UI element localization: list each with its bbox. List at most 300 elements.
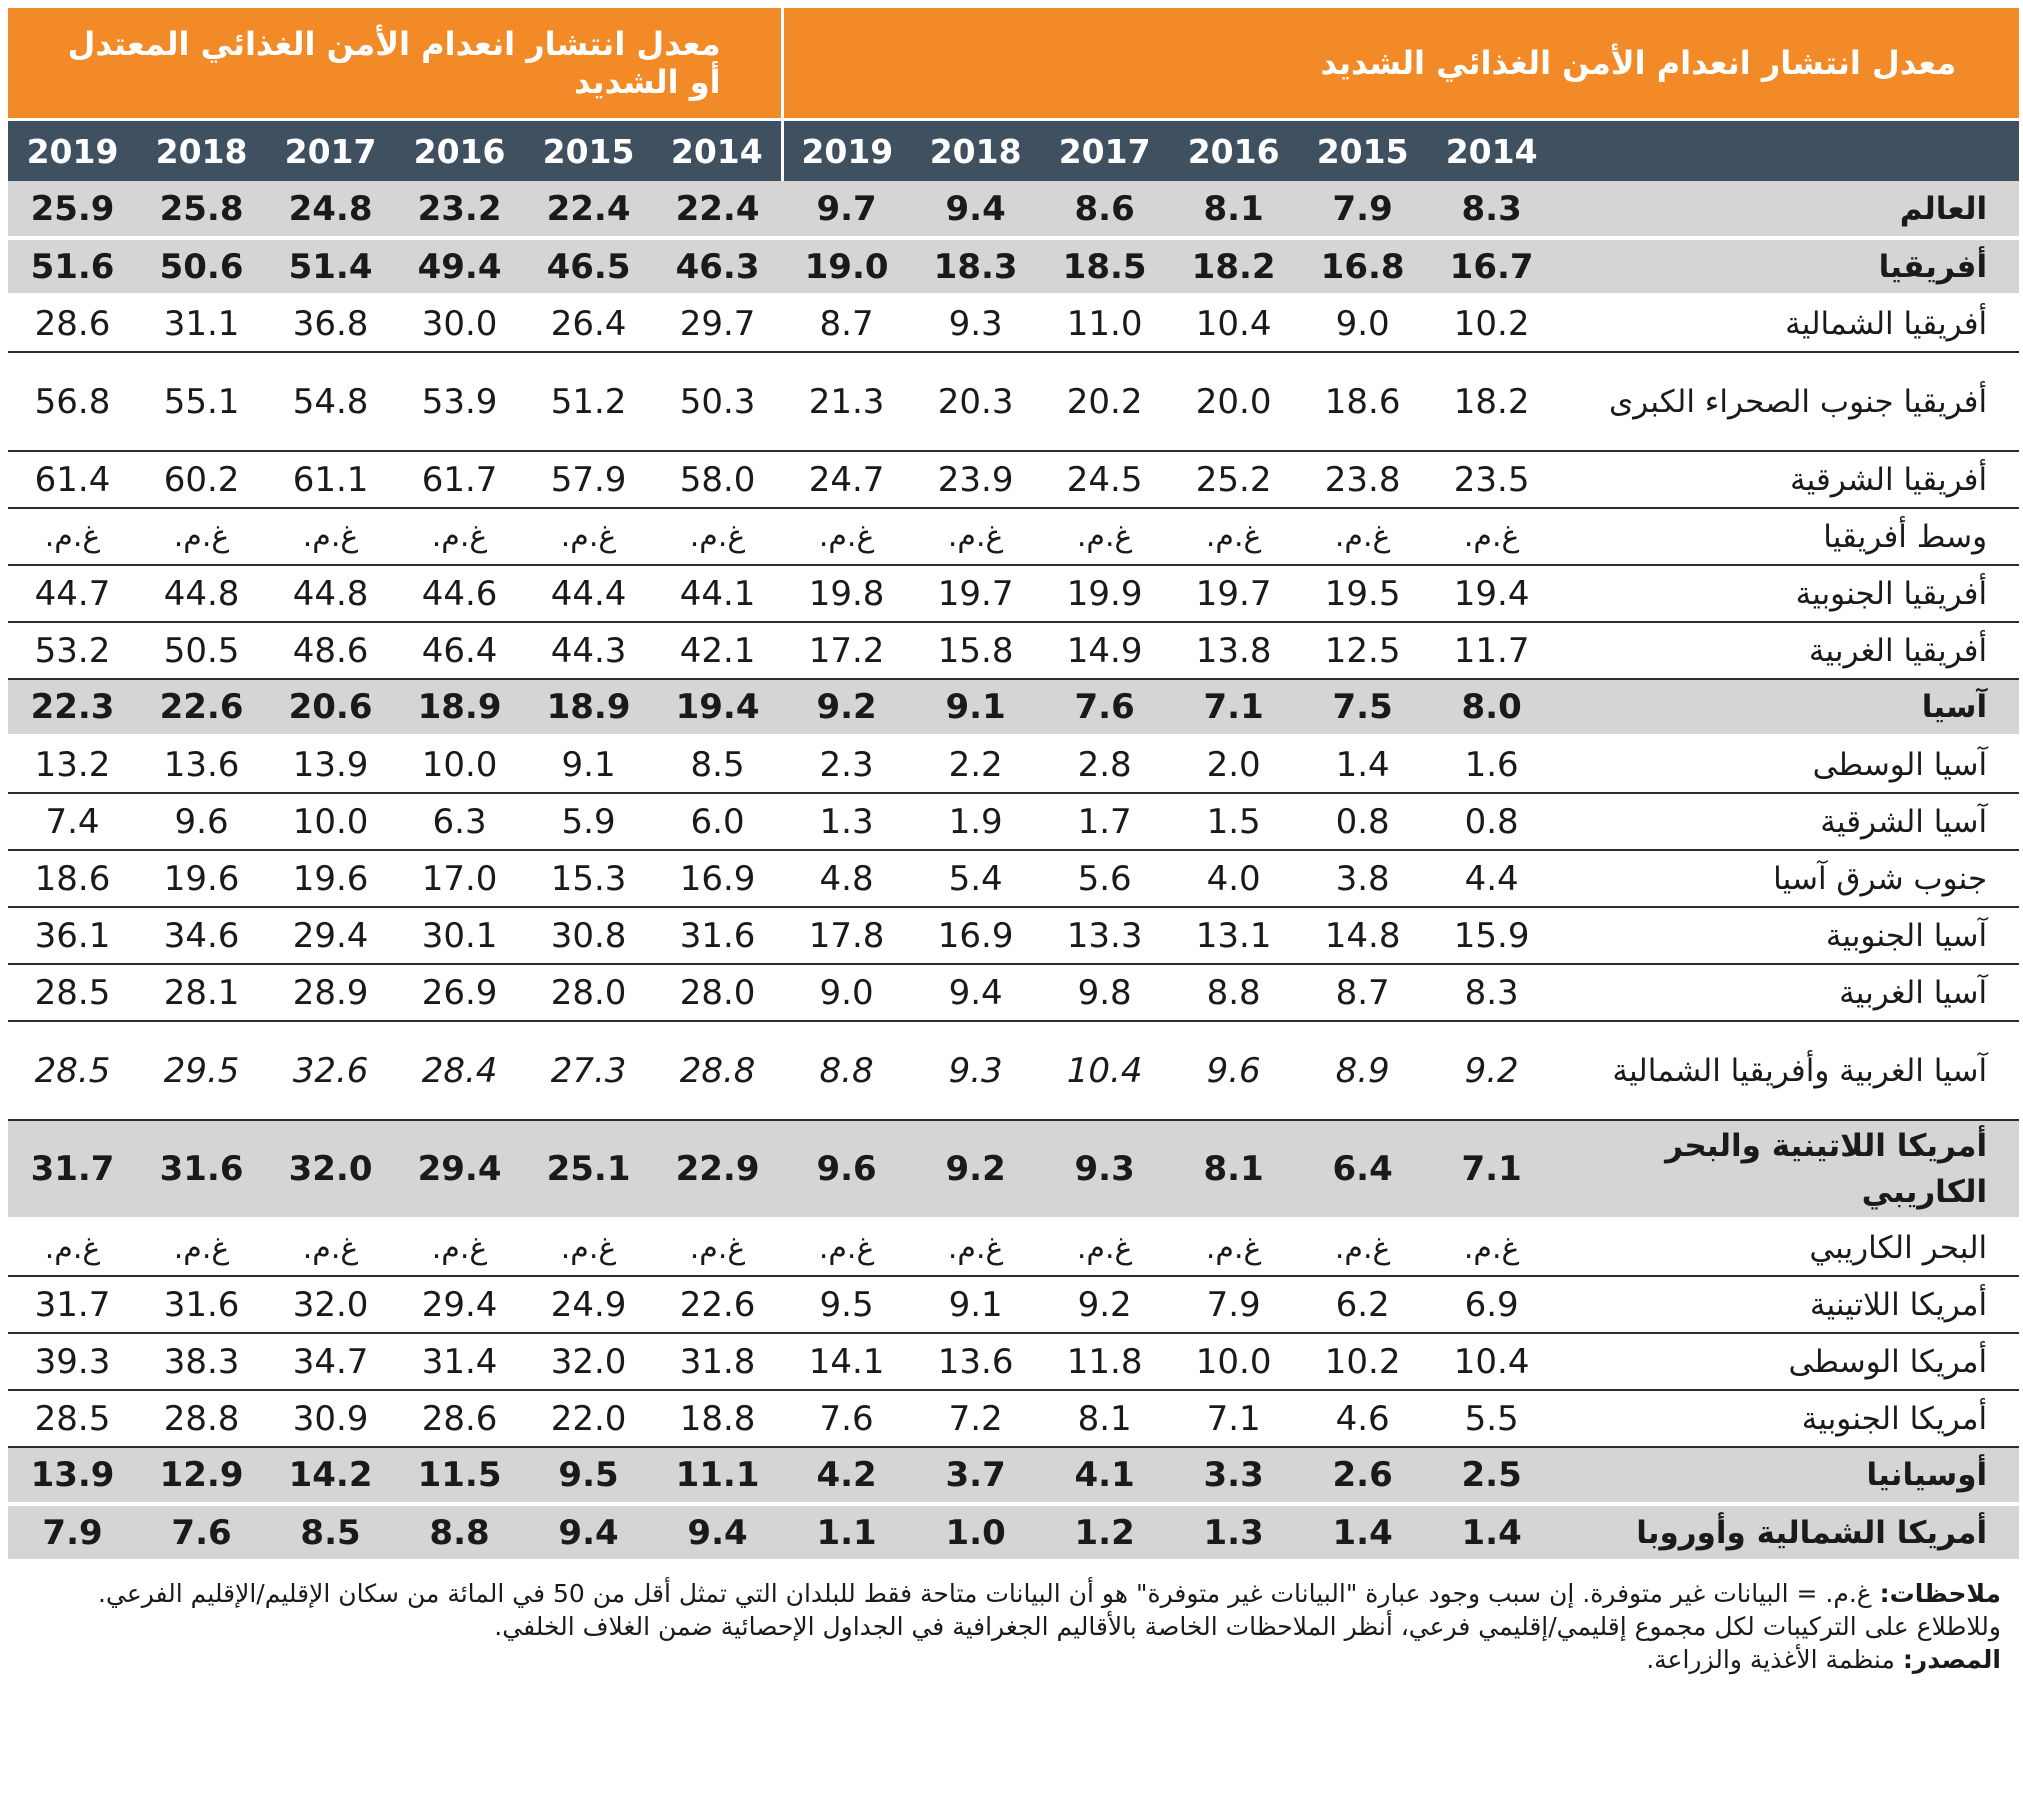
- moderate-value-2014: 44.1: [653, 565, 782, 622]
- severe-value-2017: 9.3: [1040, 1120, 1169, 1219]
- moderate-value-2018: 29.5: [137, 1021, 266, 1120]
- severe-value-2016: 7.1: [1169, 679, 1298, 736]
- severe-value-2015: غ.م.: [1298, 508, 1427, 565]
- severe-value-2018: 7.2: [911, 1390, 1040, 1447]
- region-label: أمريكا الشمالية وأوروبا: [1556, 1504, 2019, 1561]
- region-label: أفريقيا الجنوبية: [1556, 565, 2019, 622]
- region-label: أفريقيا جنوب الصحراء الكبرى: [1556, 352, 2019, 451]
- year-header-row: [8, 120, 2019, 182]
- table-row: [8, 295, 2019, 352]
- severe-value-2018: 9.1: [911, 679, 1040, 736]
- moderate-value-2017: 44.8: [266, 565, 395, 622]
- moderate-value-2018: 19.6: [137, 850, 266, 907]
- severe-value-2017: 1.7: [1040, 793, 1169, 850]
- moderate-value-2017: 51.4: [266, 238, 395, 295]
- moderate-value-2016: 30.0: [395, 295, 524, 352]
- severe-value-2014: 1.4: [1427, 1504, 1556, 1561]
- severe-value-2017: 19.9: [1040, 565, 1169, 622]
- source-paragraph: [18, 1643, 2001, 1676]
- moderate-value-2014: 18.8: [653, 1390, 782, 1447]
- moderate-value-2014: 50.3: [653, 352, 782, 451]
- moderate-value-2015: 15.3: [524, 850, 653, 907]
- severe-value-2015: 19.5: [1298, 565, 1427, 622]
- moderate-value-2016: 8.8: [395, 1504, 524, 1561]
- notes-text: غ.م. = البيانات غير متوفرة. إن سبب وجود عبارة "البيانات غير متوفرة" هو أن البيانات متاحة فقط للبلدان التي تمثل أقل من 50 في المائة من سكان الإقليم/الإقليم الفرعي. وللاطلاع على التركيبات لكل مجموع إقليمي/إقليمي فرعي، أنظر الملاحظات الخاصة بالأقاليم الجغرافية في الجداول الإحصائية ضمن الغلاف الخلفي.: [98, 1579, 2001, 1641]
- severe-value-2016: 13.8: [1169, 622, 1298, 679]
- moderate-value-2014: 19.4: [653, 679, 782, 736]
- moderate-value-2015: 9.1: [524, 736, 653, 793]
- severe-value-2015: 23.8: [1298, 451, 1427, 508]
- moderate-value-2019: 25.9: [8, 181, 137, 238]
- severe-value-2018: 15.8: [911, 622, 1040, 679]
- severe-value-2015: 1.4: [1298, 736, 1427, 793]
- severe-value-2015: 6.4: [1298, 1120, 1427, 1219]
- severe-value-2015: 12.5: [1298, 622, 1427, 679]
- severe-value-2016: 1.5: [1169, 793, 1298, 850]
- moderate-year-2017: 2017: [266, 120, 395, 182]
- moderate-value-2014: غ.م.: [653, 508, 782, 565]
- severe-value-2019: 21.3: [782, 352, 911, 451]
- severe-value-2019: 8.8: [782, 1021, 911, 1120]
- moderate-value-2018: 9.6: [137, 793, 266, 850]
- severe-value-2015: 0.8: [1298, 793, 1427, 850]
- moderate-value-2016: غ.م.: [395, 508, 524, 565]
- severe-value-2019: 9.5: [782, 1276, 911, 1333]
- moderate-value-2014: 29.7: [653, 295, 782, 352]
- severe-value-2017: 24.5: [1040, 451, 1169, 508]
- severe-value-2019: 2.3: [782, 736, 911, 793]
- moderate-value-2017: 24.8: [266, 181, 395, 238]
- moderate-value-2018: 12.9: [137, 1447, 266, 1504]
- severe-value-2014: 7.1: [1427, 1120, 1556, 1219]
- severe-value-2014: 10.2: [1427, 295, 1556, 352]
- severe-value-2015: 8.7: [1298, 964, 1427, 1021]
- moderate-value-2016: 26.9: [395, 964, 524, 1021]
- moderate-value-2015: 32.0: [524, 1333, 653, 1390]
- moderate-value-2018: 31.6: [137, 1276, 266, 1333]
- moderate-value-2017: 28.9: [266, 964, 395, 1021]
- moderate-value-2017: 13.9: [266, 736, 395, 793]
- severe-year-2016: 2016: [1169, 120, 1298, 182]
- moderate-value-2014: 6.0: [653, 793, 782, 850]
- moderate-value-2015: غ.م.: [524, 1219, 653, 1276]
- moderate-value-2019: 31.7: [8, 1120, 137, 1219]
- moderate-value-2019: 51.6: [8, 238, 137, 295]
- moderate-value-2017: غ.م.: [266, 1219, 395, 1276]
- severe-value-2014: 8.3: [1427, 181, 1556, 238]
- severe-value-2016: 7.9: [1169, 1276, 1298, 1333]
- moderate-value-2014: 16.9: [653, 850, 782, 907]
- severe-value-2014: 23.5: [1427, 451, 1556, 508]
- severe-value-2016: 20.0: [1169, 352, 1298, 451]
- severe-value-2016: غ.م.: [1169, 1219, 1298, 1276]
- severe-value-2019: 1.3: [782, 793, 911, 850]
- moderate-value-2016: غ.م.: [395, 1219, 524, 1276]
- severe-value-2018: 23.9: [911, 451, 1040, 508]
- moderate-value-2015: 27.3: [524, 1021, 653, 1120]
- moderate-value-2018: 28.1: [137, 964, 266, 1021]
- severe-value-2016: 8.1: [1169, 181, 1298, 238]
- moderate-value-2019: 22.3: [8, 679, 137, 736]
- severe-value-2015: 18.6: [1298, 352, 1427, 451]
- moderate-value-2017: 20.6: [266, 679, 395, 736]
- severe-value-2015: 8.9: [1298, 1021, 1427, 1120]
- severe-value-2018: 9.4: [911, 181, 1040, 238]
- moderate-value-2016: 30.1: [395, 907, 524, 964]
- severe-value-2014: 8.0: [1427, 679, 1556, 736]
- severe-value-2015: 7.9: [1298, 181, 1427, 238]
- severe-value-2014: 19.4: [1427, 565, 1556, 622]
- moderate-value-2017: 30.9: [266, 1390, 395, 1447]
- moderate-value-2015: 51.2: [524, 352, 653, 451]
- severe-value-2017: غ.م.: [1040, 508, 1169, 565]
- moderate-value-2018: 28.8: [137, 1390, 266, 1447]
- severe-value-2014: 11.7: [1427, 622, 1556, 679]
- severe-value-2019: 4.2: [782, 1447, 911, 1504]
- table-row: [8, 238, 2019, 295]
- moderate-value-2014: 11.1: [653, 1447, 782, 1504]
- moderate-value-2019: 39.3: [8, 1333, 137, 1390]
- table-row: [8, 850, 2019, 907]
- severe-value-2014: 4.4: [1427, 850, 1556, 907]
- moderate-value-2017: 29.4: [266, 907, 395, 964]
- severe-value-2019: 9.0: [782, 964, 911, 1021]
- region-label: أمريكا الجنوبية: [1556, 1390, 2019, 1447]
- severe-value-2015: 14.8: [1298, 907, 1427, 964]
- severe-year-2015: 2015: [1298, 120, 1427, 182]
- severe-value-2016: 7.1: [1169, 1390, 1298, 1447]
- region-label: أمريكا اللاتينية: [1556, 1276, 2019, 1333]
- severe-value-2017: 14.9: [1040, 622, 1169, 679]
- severe-value-2016: 8.8: [1169, 964, 1298, 1021]
- severe-value-2019: غ.م.: [782, 1219, 911, 1276]
- moderate-value-2014: 42.1: [653, 622, 782, 679]
- table-row: [8, 352, 2019, 451]
- severe-value-2018: 9.3: [911, 1021, 1040, 1120]
- severe-value-2014: 2.5: [1427, 1447, 1556, 1504]
- region-label: آسيا الوسطى: [1556, 736, 2019, 793]
- severe-value-2017: 11.8: [1040, 1333, 1169, 1390]
- severe-value-2016: 18.2: [1169, 238, 1298, 295]
- severe-value-2016: 19.7: [1169, 565, 1298, 622]
- severe-value-2019: 17.2: [782, 622, 911, 679]
- table-row: [8, 793, 2019, 850]
- severe-value-2017: 8.6: [1040, 181, 1169, 238]
- region-label: أمريكا اللاتينية والبحر الكاريبي: [1556, 1120, 2019, 1219]
- severe-value-2016: 9.6: [1169, 1021, 1298, 1120]
- moderate-value-2016: 17.0: [395, 850, 524, 907]
- region-label: آسيا الجنوبية: [1556, 907, 2019, 964]
- moderate-value-2015: 9.4: [524, 1504, 653, 1561]
- severe-value-2017: 13.3: [1040, 907, 1169, 964]
- severe-value-2017: 2.8: [1040, 736, 1169, 793]
- severe-value-2019: 7.6: [782, 1390, 911, 1447]
- severe-value-2018: 1.9: [911, 793, 1040, 850]
- moderate-value-2017: 34.7: [266, 1333, 395, 1390]
- label-column-header: [1556, 120, 2019, 182]
- severe-value-2018: 18.3: [911, 238, 1040, 295]
- moderate-year-2016: 2016: [395, 120, 524, 182]
- severe-value-2019: 9.6: [782, 1120, 911, 1219]
- table-row: [8, 964, 2019, 1021]
- severe-value-2015: 10.2: [1298, 1333, 1427, 1390]
- severe-value-2018: غ.م.: [911, 508, 1040, 565]
- source-text: منظمة الأغذية والزراعة.: [1646, 1645, 1895, 1674]
- moderate-value-2018: 38.3: [137, 1333, 266, 1390]
- severe-year-2019: 2019: [782, 120, 911, 182]
- moderate-value-2017: 48.6: [266, 622, 395, 679]
- table-row: [8, 1276, 2019, 1333]
- severe-value-2017: 9.8: [1040, 964, 1169, 1021]
- severe-value-2019: 9.2: [782, 679, 911, 736]
- moderate-or-severe-header: معدل انتشار انعدام الأمن الغذائي المعتدل أو الشديد: [8, 8, 782, 120]
- moderate-value-2018: 55.1: [137, 352, 266, 451]
- moderate-value-2015: 18.9: [524, 679, 653, 736]
- moderate-value-2015: 26.4: [524, 295, 653, 352]
- region-label: آسيا: [1556, 679, 2019, 736]
- severe-value-2017: غ.م.: [1040, 1219, 1169, 1276]
- region-label: أفريقيا الشرقية: [1556, 451, 2019, 508]
- moderate-value-2016: 29.4: [395, 1120, 524, 1219]
- region-label: آسيا الشرقية: [1556, 793, 2019, 850]
- moderate-value-2019: غ.م.: [8, 508, 137, 565]
- region-label: البحر الكاريبي: [1556, 1219, 2019, 1276]
- moderate-value-2019: 28.5: [8, 964, 137, 1021]
- region-label: آسيا الغربية وأفريقيا الشمالية: [1556, 1021, 2019, 1120]
- moderate-value-2015: 44.3: [524, 622, 653, 679]
- severe-value-2014: 18.2: [1427, 352, 1556, 451]
- moderate-value-2015: 46.5: [524, 238, 653, 295]
- table-row: [8, 451, 2019, 508]
- severe-value-2018: 9.3: [911, 295, 1040, 352]
- severe-year-2017: 2017: [1040, 120, 1169, 182]
- moderate-value-2017: 36.8: [266, 295, 395, 352]
- severe-year-2018: 2018: [911, 120, 1040, 182]
- moderate-value-2015: 57.9: [524, 451, 653, 508]
- moderate-value-2018: 34.6: [137, 907, 266, 964]
- moderate-value-2018: 50.5: [137, 622, 266, 679]
- moderate-value-2018: 60.2: [137, 451, 266, 508]
- moderate-value-2017: 54.8: [266, 352, 395, 451]
- moderate-value-2019: 18.6: [8, 850, 137, 907]
- severe-value-2015: غ.م.: [1298, 1219, 1427, 1276]
- moderate-year-2014: 2014: [653, 120, 782, 182]
- region-label: وسط أفريقيا: [1556, 508, 2019, 565]
- moderate-year-2019: 2019: [8, 120, 137, 182]
- notes-paragraph: [18, 1577, 2001, 1643]
- table-row: [8, 1504, 2019, 1561]
- table-body: [8, 181, 2019, 1561]
- moderate-value-2014: 31.6: [653, 907, 782, 964]
- severe-value-2015: 1.4: [1298, 1504, 1427, 1561]
- moderate-value-2017: 32.0: [266, 1120, 395, 1219]
- moderate-value-2019: 53.2: [8, 622, 137, 679]
- region-label: أمريكا الوسطى: [1556, 1333, 2019, 1390]
- moderate-value-2019: 13.2: [8, 736, 137, 793]
- severe-value-2019: 4.8: [782, 850, 911, 907]
- severe-value-2017: 20.2: [1040, 352, 1169, 451]
- severe-value-2014: غ.م.: [1427, 1219, 1556, 1276]
- severe-value-2016: 2.0: [1169, 736, 1298, 793]
- table-row: [8, 565, 2019, 622]
- table-row: [8, 622, 2019, 679]
- severe-value-2017: 7.6: [1040, 679, 1169, 736]
- moderate-value-2018: 31.6: [137, 1120, 266, 1219]
- severe-value-2019: 1.1: [782, 1504, 911, 1561]
- moderate-value-2014: 9.4: [653, 1504, 782, 1561]
- severe-value-2017: 10.4: [1040, 1021, 1169, 1120]
- severe-value-2016: 4.0: [1169, 850, 1298, 907]
- moderate-value-2016: 23.2: [395, 181, 524, 238]
- moderate-value-2016: 31.4: [395, 1333, 524, 1390]
- severe-value-2018: 13.6: [911, 1333, 1040, 1390]
- severe-value-2016: 1.3: [1169, 1504, 1298, 1561]
- severe-value-2018: 2.2: [911, 736, 1040, 793]
- region-label: جنوب شرق آسيا: [1556, 850, 2019, 907]
- severe-value-2018: 20.3: [911, 352, 1040, 451]
- severe-value-2018: 9.4: [911, 964, 1040, 1021]
- severe-value-2016: 8.1: [1169, 1120, 1298, 1219]
- severe-value-2017: 8.1: [1040, 1390, 1169, 1447]
- severe-value-2019: غ.م.: [782, 508, 911, 565]
- moderate-value-2017: 32.6: [266, 1021, 395, 1120]
- severe-value-2018: 16.9: [911, 907, 1040, 964]
- severe-value-2018: 3.7: [911, 1447, 1040, 1504]
- moderate-value-2015: 5.9: [524, 793, 653, 850]
- severe-value-2018: 5.4: [911, 850, 1040, 907]
- table-row: [8, 679, 2019, 736]
- severe-value-2019: 14.1: [782, 1333, 911, 1390]
- severe-value-2015: 4.6: [1298, 1390, 1427, 1447]
- moderate-value-2016: 18.9: [395, 679, 524, 736]
- region-label: آسيا الغربية: [1556, 964, 2019, 1021]
- table-row: [8, 508, 2019, 565]
- moderate-value-2018: 22.6: [137, 679, 266, 736]
- moderate-value-2014: 8.5: [653, 736, 782, 793]
- moderate-value-2019: 28.5: [8, 1390, 137, 1447]
- moderate-value-2019: 28.5: [8, 1021, 137, 1120]
- moderate-value-2016: 6.3: [395, 793, 524, 850]
- moderate-value-2018: 13.6: [137, 736, 266, 793]
- severe-value-2015: 2.6: [1298, 1447, 1427, 1504]
- severe-value-2019: 19.0: [782, 238, 911, 295]
- severe-value-2016: 13.1: [1169, 907, 1298, 964]
- moderate-year-2018: 2018: [137, 120, 266, 182]
- moderate-value-2015: 25.1: [524, 1120, 653, 1219]
- moderate-value-2015: غ.م.: [524, 508, 653, 565]
- severe-value-2015: 6.2: [1298, 1276, 1427, 1333]
- moderate-value-2014: 22.4: [653, 181, 782, 238]
- moderate-value-2017: 14.2: [266, 1447, 395, 1504]
- region-label: أفريقيا: [1556, 238, 2019, 295]
- severe-value-2018: 9.1: [911, 1276, 1040, 1333]
- moderate-value-2019: 44.7: [8, 565, 137, 622]
- moderate-value-2014: 22.9: [653, 1120, 782, 1219]
- moderate-value-2016: 61.7: [395, 451, 524, 508]
- table-row: [8, 907, 2019, 964]
- severe-value-2017: 1.2: [1040, 1504, 1169, 1561]
- table-row: [8, 1120, 2019, 1219]
- moderate-value-2019: 7.4: [8, 793, 137, 850]
- moderate-value-2018: 25.8: [137, 181, 266, 238]
- table-row: [8, 736, 2019, 793]
- moderate-value-2016: 28.6: [395, 1390, 524, 1447]
- source-key: المصدر:: [1902, 1645, 2001, 1674]
- moderate-value-2015: 22.0: [524, 1390, 653, 1447]
- moderate-value-2018: غ.م.: [137, 1219, 266, 1276]
- moderate-value-2015: 24.9: [524, 1276, 653, 1333]
- moderate-value-2017: 32.0: [266, 1276, 395, 1333]
- moderate-value-2017: غ.م.: [266, 508, 395, 565]
- severe-value-2014: غ.م.: [1427, 508, 1556, 565]
- moderate-value-2017: 61.1: [266, 451, 395, 508]
- moderate-value-2019: 28.6: [8, 295, 137, 352]
- severe-value-2014: 10.4: [1427, 1333, 1556, 1390]
- severe-value-2014: 15.9: [1427, 907, 1556, 964]
- severe-value-2019: 8.7: [782, 295, 911, 352]
- severe-value-2015: 7.5: [1298, 679, 1427, 736]
- moderate-value-2018: غ.م.: [137, 508, 266, 565]
- moderate-year-2015: 2015: [524, 120, 653, 182]
- severe-value-2019: 24.7: [782, 451, 911, 508]
- severe-value-2017: 5.6: [1040, 850, 1169, 907]
- severe-value-2017: 18.5: [1040, 238, 1169, 295]
- moderate-value-2015: 44.4: [524, 565, 653, 622]
- moderate-value-2016: 29.4: [395, 1276, 524, 1333]
- moderate-value-2019: 13.9: [8, 1447, 137, 1504]
- moderate-value-2019: 7.9: [8, 1504, 137, 1561]
- moderate-value-2016: 10.0: [395, 736, 524, 793]
- moderate-value-2019: 61.4: [8, 451, 137, 508]
- severe-value-2016: غ.م.: [1169, 508, 1298, 565]
- moderate-value-2016: 46.4: [395, 622, 524, 679]
- moderate-value-2014: غ.م.: [653, 1219, 782, 1276]
- severe-year-2014: 2014: [1427, 120, 1556, 182]
- severe-value-2018: 9.2: [911, 1120, 1040, 1219]
- table-row: [8, 1333, 2019, 1390]
- severe-value-2014: 8.3: [1427, 964, 1556, 1021]
- food-insecurity-table: [8, 8, 2019, 1563]
- severe-value-2018: غ.م.: [911, 1219, 1040, 1276]
- moderate-value-2016: 11.5: [395, 1447, 524, 1504]
- severe-value-2019: 17.8: [782, 907, 911, 964]
- table-row: [8, 1021, 2019, 1120]
- food-insecurity-table-panel: [8, 8, 2015, 1676]
- moderate-value-2015: 30.8: [524, 907, 653, 964]
- moderate-value-2014: 31.8: [653, 1333, 782, 1390]
- severe-value-2019: 19.8: [782, 565, 911, 622]
- severe-header: معدل انتشار انعدام الأمن الغذائي الشديد: [782, 8, 2019, 120]
- severe-value-2014: 5.5: [1427, 1390, 1556, 1447]
- moderate-value-2015: 22.4: [524, 181, 653, 238]
- table-row: [8, 1447, 2019, 1504]
- region-label: أفريقيا الغربية: [1556, 622, 2019, 679]
- moderate-value-2017: 8.5: [266, 1504, 395, 1561]
- notes-section: [8, 1563, 2015, 1676]
- severe-value-2014: 6.9: [1427, 1276, 1556, 1333]
- moderate-value-2014: 28.0: [653, 964, 782, 1021]
- severe-value-2015: 16.8: [1298, 238, 1427, 295]
- moderate-value-2016: 53.9: [395, 352, 524, 451]
- region-label: أفريقيا الشمالية: [1556, 295, 2019, 352]
- moderate-value-2015: 9.5: [524, 1447, 653, 1504]
- severe-value-2016: 3.3: [1169, 1447, 1298, 1504]
- moderate-value-2016: 49.4: [395, 238, 524, 295]
- moderate-value-2016: 44.6: [395, 565, 524, 622]
- moderate-value-2016: 28.4: [395, 1021, 524, 1120]
- severe-value-2016: 10.4: [1169, 295, 1298, 352]
- moderate-value-2019: غ.م.: [8, 1219, 137, 1276]
